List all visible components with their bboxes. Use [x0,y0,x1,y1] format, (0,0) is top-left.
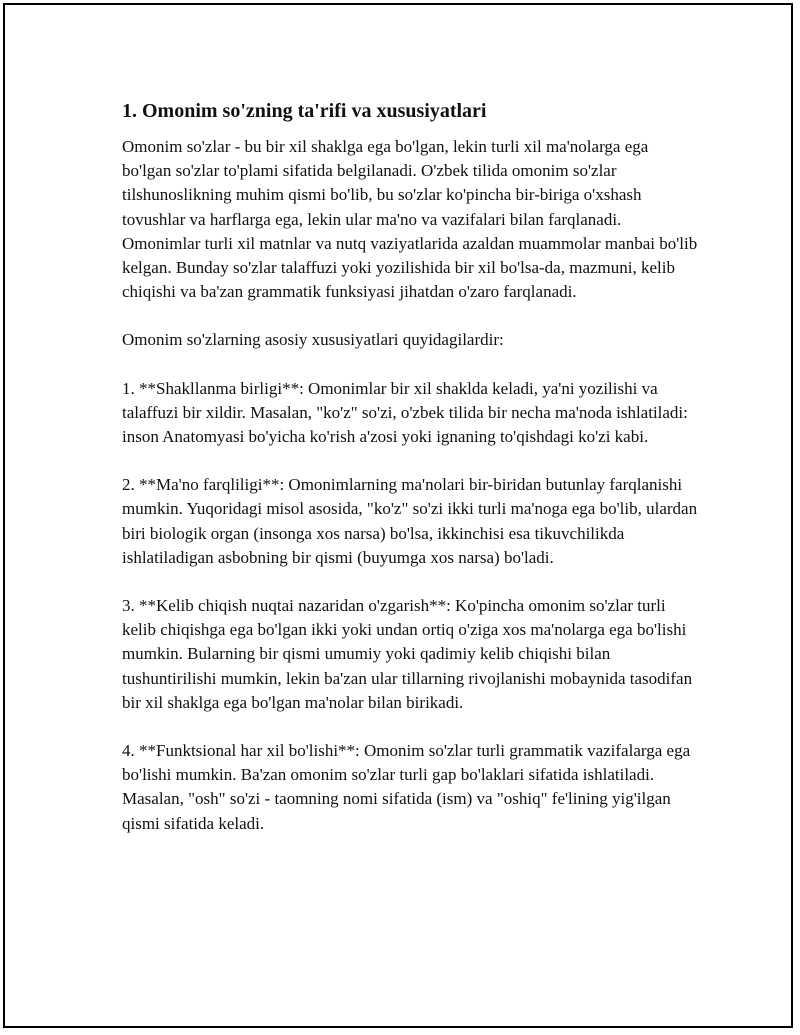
feature-paragraph-1: 1. **Shakllanma birligi**: Omonimlar bir xil shaklda keladi, ya'ni yozilishi va talaffuzi bir xildir. Masalan, "ko'z" so'zi, o'zbek tilida bir necha ma'noda ishlatiladi: inson Anatomyasi bo'yicha ko'rish a'zosi yoki ignaning to'qishdagi ko'zi kabi. [122,378,688,447]
section-heading: 1. Omonim so'zning ta'rifi va xususiyatlari [122,100,487,122]
document-page [3,3,793,1028]
document-body [122,97,698,860]
feature-paragraph-2: 2. **Ma'no farqliligi**: Omonimlarning ma'nolari bir-biridan butunlay farqlanishi mumkin. Yuqoridagi misol asosida, "ko'z" so'zi ikki turli ma'noga ega bo'lib, ulardan biri biologik organ (insonga xos narsa) bo'lsa, ikkinchisi esa tikuvchilikda ishlatiladigan asbobning bir qismi (buyumga xos narsa) bo'ladi. [122,475,698,567]
feature-paragraph-3: 3. **Kelib chiqish nuqtai nazaridan o'zgarish**: Ko'pincha omonim so'zlar turli kelib chiqishga ega bo'lgan ikki yoki undan ortiq o'ziga xos ma'nolarga ega bo'lishi mumkin. Bularning bir qismi umumiy yoki qadimiy kelib chiqishi bilan tushuntirilishi mumkin, lekin ba'zan ular tillarning rivojlanishi mobaynida tasodifan bir xil shaklga ega bo'lgan ma'nolar bilan birikadi. [122,596,693,712]
intro-paragraph: Omonim so'zlar - bu bir xil shaklga ega bo'lgan, lekin turli xil ma'nolarga ega bo'lgan so'zlar to'plami sifatida belgilanadi. O'zbek tilida omonim so'zlar tilshunoslikning muhim qismi bo'lib, bu so'zlar ko'pincha bir-biriga o'xshash tovushlar va harflarga ega, lekin ular ma'no va vazifalari bilan farqlanadi. Omonimlar turli xil matnlar va nutq vaziyatlarida azaldan muammolar manbai bo'lib kelgan. Bunday so'zlar talaffuzi yoki yozilishida bir xil bo'lsa-da, mazmuni, kelib chiqishi va ba'zan grammatik funksiyasi jihatdan o'zaro farqlanadi. [122,137,698,302]
feature-paragraph-4: 4. **Funktsional har xil bo'lishi**: Omonim so'zlar turli grammatik vazifalarga ega bo'lishi mumkin. Ba'zan omonim so'zlar turli gap bo'laklari sifatida ishlatiladi. Masalan, "osh" so'zi - taomning nomi sifatida (ism) va "oshiq" fe'lining yig'ilgan qismi sifatida keladi. [122,741,691,833]
features-intro-paragraph: Omonim so'zlarning asosiy xususiyatlari quyidagilardir: [122,330,504,350]
